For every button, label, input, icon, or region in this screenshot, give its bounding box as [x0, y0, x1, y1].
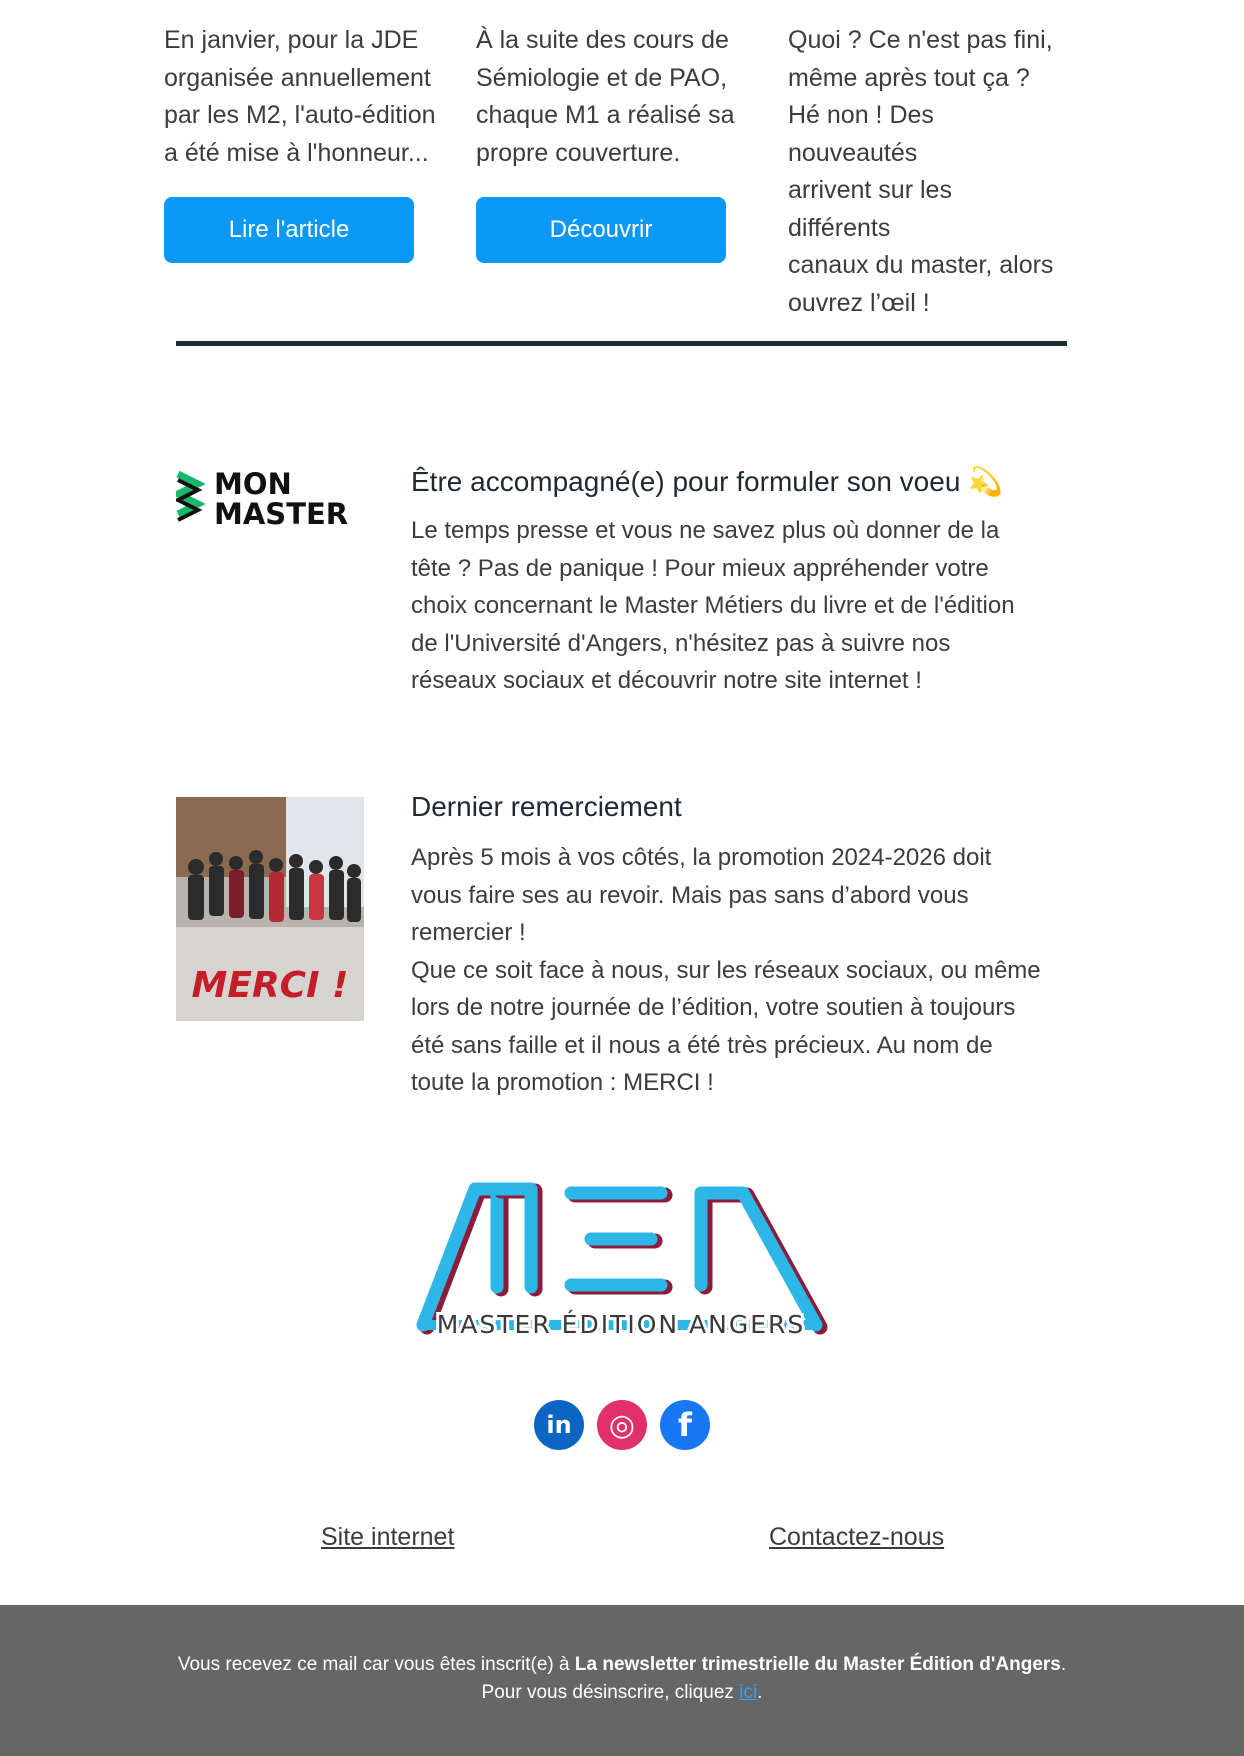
column-text: En janvier, pour la JDE organisée annuellement par les M2, l'auto-édition a été mise à l'honneur...	[164, 26, 436, 167]
column-text: Quoi ? Ce n'est pas fini, même après tout ça ? Hé non ! Des nouveautés arrivent sur les différents canaux du master, alors ouvrez l’œil !	[788, 26, 1054, 317]
section-divider	[176, 341, 1067, 346]
social-links	[534, 1400, 710, 1450]
section-title-mon-master: Être accompagné(e) pour formuler son voeu 💫	[411, 466, 1004, 497]
facebook-icon[interactable]: f	[660, 1400, 710, 1450]
section-body-merci: Après 5 mois à vos côtés, la promotion 2024-2026 doit vous faire ses au revoir. Mais pas sans d’abord vous remercier ! Que ce soit face à nous, sur les réseaux sociaux, ou même lors de notre journée de l’édition, votre soutien à toujours été sans faille et il nous a été très précieux. Au nom de toute la promotion : MERCI !	[411, 844, 1041, 1096]
column-text: À la suite des cours de Sémiologie et de PAO, chaque M1 a réalisé sa propre couverture.	[476, 26, 735, 167]
footer-unsubscribe: Pour vous désinscrire, cliquez ici.	[481, 1682, 763, 1703]
mea-logo	[411, 1147, 831, 1337]
mea-logo-subtitle: MASTER ÉDITION ANGERS	[436, 1310, 806, 1337]
section-body-mon-master: Le temps presse et vous ne savez plus où donner de la tête ? Pas de panique ! Pour mieux appréhender votre choix concernant le Master Métiers du livre et de l'édition de l'Université d'Angers, n'hésitez pas à suivre nos réseaux sociaux et découvrir notre site internet !	[411, 517, 1015, 694]
mon-master-logo-line2: MASTER	[214, 497, 349, 526]
section-title-merci: Dernier remerciement	[411, 791, 682, 822]
site-internet-link[interactable]: Site internet	[321, 1523, 455, 1551]
contact-link[interactable]: Contactez-nous	[769, 1523, 945, 1551]
newsletter-name: La newsletter trimestrielle du Master Édition d'Angers	[574, 1654, 1061, 1675]
instagram-icon[interactable]: ◎	[597, 1400, 647, 1450]
mon-master-logo	[176, 466, 366, 526]
column-covers	[476, 22, 748, 172]
mon-master-logo-line1: MON	[214, 467, 292, 501]
promotion-photo	[176, 797, 364, 1021]
photo-caption: MERCI !	[191, 965, 349, 1006]
unsubscribe-link[interactable]: ici	[739, 1682, 758, 1703]
discover-button[interactable]: Découvrir	[476, 197, 726, 263]
footer	[0, 1605, 1244, 1756]
column-jde	[164, 22, 436, 172]
linkedin-icon[interactable]: in	[534, 1400, 584, 1450]
footer-subscription-note: Vous recevez ce mail car vous êtes inscrit(e) à La newsletter trimestrielle du Master Édition d'Angers.	[177, 1654, 1067, 1675]
column-news	[788, 22, 1060, 322]
read-article-button[interactable]: Lire l'article	[164, 197, 414, 263]
